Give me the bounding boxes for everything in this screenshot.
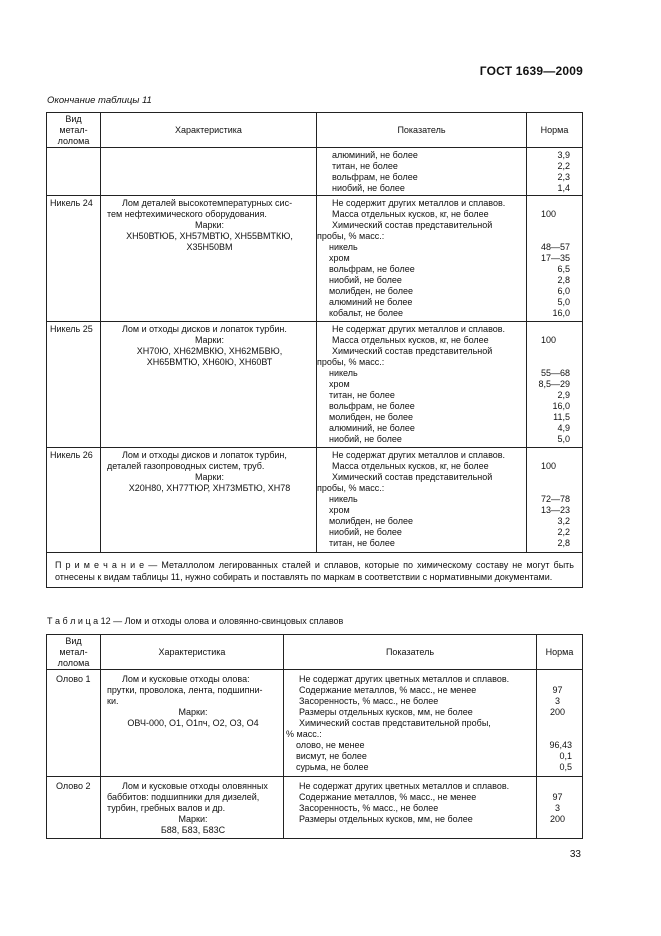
norm-value: 16,0	[552, 308, 570, 318]
norm-value	[527, 220, 570, 231]
norm-value	[527, 483, 570, 494]
indicator: Содержание металлов, % масс., не менее	[299, 792, 477, 802]
indicator: хром	[329, 379, 350, 389]
marks-line: ХН50ВТЮБ, ХН57МВТЮ, ХН55ВМТКЮ,	[126, 231, 293, 241]
indicator: пробы, % масс.:	[317, 483, 385, 493]
norm-value: 3	[554, 696, 560, 706]
norm-value	[527, 346, 570, 357]
indicator: Не содержит других металлов и сплавов.	[332, 198, 506, 208]
table-row	[47, 148, 583, 196]
norm-value: 5,0	[557, 297, 570, 307]
indicator: пробы, % масс.:	[317, 231, 385, 241]
characteristic-line: ки.	[107, 696, 119, 706]
norm-value: 6,0	[557, 286, 570, 296]
indicator: алюминий, не более	[329, 423, 415, 433]
header-type: Вид метал-лолома	[47, 113, 101, 148]
norm-value: 200	[549, 814, 566, 824]
marks-line: Б88, Б83, Б83С	[160, 825, 226, 835]
norm-value	[537, 674, 572, 685]
norm-value: 5,0	[557, 434, 570, 444]
indicator: Масса отдельных кусков, кг, не более	[332, 461, 489, 471]
norm-value: 200	[549, 707, 566, 717]
indicator: Масса отдельных кусков, кг, не более	[332, 209, 489, 219]
scrap-type: Никель 24	[47, 196, 101, 322]
header-norm: Норма	[537, 635, 583, 670]
norm-value: 100	[541, 335, 557, 345]
indicator: вольфрам, не более	[329, 401, 415, 411]
header-characteristic: Характеристика	[101, 113, 317, 148]
norm-value	[537, 781, 572, 792]
indicator: Химический состав представительной	[332, 346, 493, 356]
indicator: Не содержат других металлов и сплавов.	[332, 324, 506, 334]
norm-value: 3	[554, 803, 560, 813]
table11-caption: Окончание таблицы 11	[47, 95, 152, 106]
indicator: молибден, не более	[329, 412, 413, 422]
indicator: олово, не менее	[296, 740, 365, 750]
marks-line: ХН70Ю, ХН62МВКЮ, ХН62МБВЮ,	[136, 346, 283, 356]
indicator: Не содержат других цветных металлов и сплавов.	[299, 781, 510, 791]
norm-value	[527, 450, 570, 461]
characteristic-line: тем нефтехимического оборудования.	[107, 209, 267, 219]
norm-value: 100	[541, 209, 557, 219]
indicator: титан, не более	[332, 161, 398, 171]
norm-value: 4,9	[557, 423, 570, 433]
marks-label: Марки:	[194, 335, 225, 345]
scrap-type: Никель 26	[47, 448, 101, 553]
marks-line: ХН65ВМТЮ, ХН60Ю, ХН60ВТ	[146, 357, 273, 367]
indicator: Размеры отдельных кусков, мм, не более	[299, 707, 473, 717]
marks-line: Х35Н50ВМ	[186, 242, 233, 252]
characteristic-line: турбин, гребных валов и др.	[107, 803, 226, 813]
header-norm: Норма	[527, 113, 583, 148]
norm-value	[537, 718, 572, 729]
characteristic-line: Лом и кусковые отходы оловянных	[122, 781, 268, 791]
table12-caption: Т а б л и ц а 12 — Лом и отходы олова и оловянно-свинцовых сплавов	[47, 616, 344, 626]
page-number: 33	[569, 849, 581, 860]
header-indicator: Показатель	[284, 635, 537, 670]
norm-value: 0,5	[559, 762, 572, 772]
norm-value: 2,9	[557, 390, 570, 400]
scrap-type: Олово 1	[47, 670, 101, 777]
indicator: вольфрам, не более	[332, 172, 418, 182]
norm-value: 97	[552, 792, 563, 802]
norm-value: 11,5	[553, 412, 570, 422]
table-header-row	[47, 113, 583, 148]
characteristic-line: деталей газопроводных систем, труб.	[107, 461, 265, 471]
characteristic-line: Лом и отходы дисков и лопаток турбин,	[122, 450, 287, 460]
scrap-type: Олово 2	[47, 777, 101, 839]
note-label: П р и м е ч а н и е	[55, 560, 145, 570]
indicator: ниобий, не более	[329, 527, 402, 537]
indicator: Химический состав представительной	[332, 220, 493, 230]
norm-value: 2,3	[557, 172, 570, 182]
characteristic-line: прутки, проволока, лента, подшипни-	[107, 685, 263, 695]
characteristic-line: Лом деталей высокотемпературных сис-	[122, 198, 293, 208]
indicator: Содержание металлов, % масс., не менее	[299, 685, 477, 695]
table-row	[47, 448, 583, 553]
indicator: молибден, не более	[329, 286, 413, 296]
characteristic-line: Лом и кусковые отходы олова:	[122, 674, 250, 684]
indicator: висмут, не более	[296, 751, 367, 761]
marks-label: Марки:	[194, 472, 225, 482]
table-header-row	[47, 635, 583, 670]
characteristic-line: Лом и отходы дисков и лопаток турбин.	[122, 324, 287, 334]
norm-value: 1,4	[557, 183, 570, 193]
norm-value: 17—35	[540, 253, 570, 263]
standard-number: ГОСТ 1639—2009	[479, 64, 583, 78]
norm-value: 55—68	[540, 368, 570, 378]
norm-value: 97	[552, 685, 563, 695]
marks-line: ОВЧ-000, О1, О1пч, О2, О3, О4	[127, 718, 259, 728]
norm-value: 2,8	[557, 275, 570, 285]
norm-value: 72—78	[540, 494, 570, 504]
norm-value	[527, 357, 570, 368]
norm-value: 0,1	[559, 751, 572, 761]
indicator: алюминий, не более	[332, 150, 418, 160]
scrap-type: Никель 25	[47, 322, 101, 448]
indicator: хром	[329, 253, 350, 263]
marks-label: Марки:	[178, 814, 208, 824]
norm-value	[527, 198, 570, 209]
norm-value	[527, 324, 570, 335]
norm-value	[527, 231, 570, 242]
table-row	[47, 670, 583, 777]
indicator: Химический состав представительной	[332, 472, 493, 482]
note-text: — Металлолом легированных сталей и сплавов, которые по химическому составу не могут быть отнесены к видам таблицы 11, нужно собирать и поставлять по маркам в соответствии с нормативными документами.	[55, 560, 574, 582]
header-characteristic: Характеристика	[101, 635, 284, 670]
table-row	[47, 322, 583, 448]
marks-label: Марки:	[194, 220, 225, 230]
header-type: Вид метал-лолома	[47, 635, 101, 670]
table-11	[46, 112, 583, 588]
note-row	[47, 553, 583, 588]
indicator: молибден, не более	[329, 516, 413, 526]
norm-value: 3,2	[557, 516, 570, 526]
indicator: ниобий, не более	[332, 183, 405, 193]
marks-line: Х20Н80, ХН77ТЮР, ХН73МБТЮ, ХН78	[128, 483, 291, 493]
indicator: вольфрам, не более	[329, 264, 415, 274]
characteristic-line: баббитов: подшипники для дизелей,	[107, 792, 260, 802]
indicator: ниобий, не более	[329, 275, 402, 285]
indicator: ниобий, не более	[329, 434, 402, 444]
indicator: % масс.:	[286, 729, 322, 739]
header-indicator: Показатель	[317, 113, 527, 148]
norm-value: 96,43	[549, 740, 572, 750]
indicator: титан, не более	[329, 390, 395, 400]
indicator: никель	[329, 368, 358, 378]
indicator: Химический состав представительной пробы,	[299, 718, 491, 728]
indicator: Размеры отдельных кусков, мм, не более	[299, 814, 473, 824]
marks-label: Марки:	[178, 707, 208, 717]
indicator: Не содержат других металлов и сплавов.	[332, 450, 506, 460]
norm-value: 48—57	[540, 242, 570, 252]
norm-value: 2,2	[557, 161, 570, 171]
norm-value: 100	[541, 461, 557, 471]
norm-value: 13—23	[540, 505, 570, 515]
indicator: никель	[329, 242, 358, 252]
norm-value: 16,0	[552, 401, 570, 411]
indicator: хром	[329, 505, 350, 515]
indicator: Засоренность, % масс., не более	[299, 803, 439, 813]
indicator: Масса отдельных кусков, кг, не более	[332, 335, 489, 345]
indicator: Засоренность, % масс., не более	[299, 696, 439, 706]
indicator: никель	[329, 494, 358, 504]
indicator: кобальт, не более	[329, 308, 404, 318]
table-12	[46, 634, 583, 839]
indicator: сурьма, не более	[296, 762, 369, 772]
table-row	[47, 196, 583, 322]
norm-value	[527, 472, 570, 483]
indicator: титан, не более	[329, 538, 395, 548]
norm-value	[537, 729, 572, 740]
norm-value: 8,5—29	[538, 379, 570, 389]
norm-value: 6,5	[557, 264, 570, 274]
indicator: Не содержат других цветных металлов и сплавов.	[299, 674, 510, 684]
norm-value: 3,9	[557, 150, 570, 160]
indicator: алюминий не более	[329, 297, 413, 307]
table-row	[47, 777, 583, 839]
indicator: пробы, % масс.:	[317, 357, 385, 367]
norm-value: 2,2	[557, 527, 570, 537]
norm-value: 2,8	[557, 538, 570, 548]
